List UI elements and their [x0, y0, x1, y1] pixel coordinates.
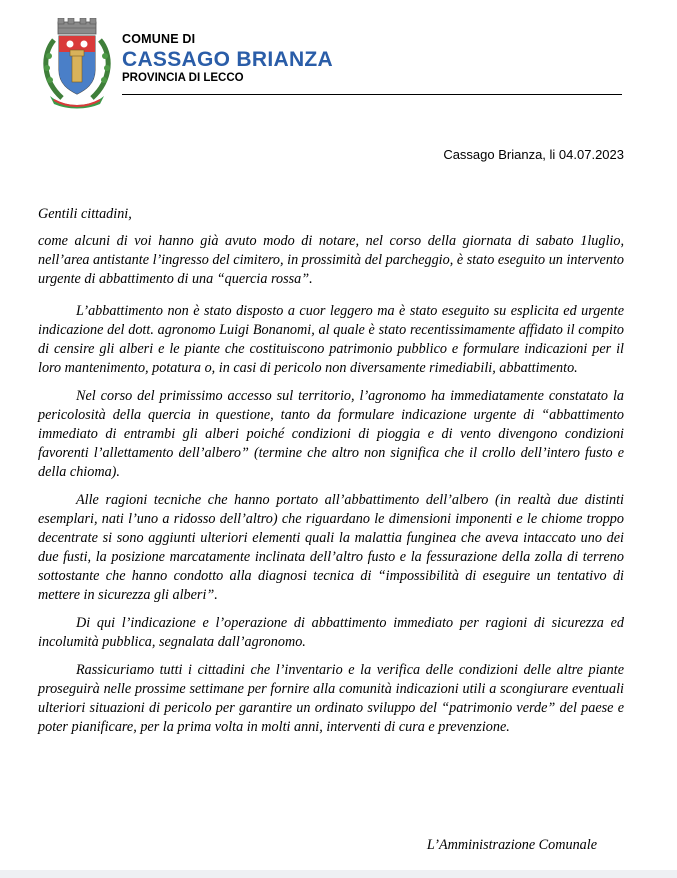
letterhead-divider: [122, 94, 622, 95]
paragraph-6: Rassicuriamo tutti i cittadini che l’inventario e la verifica delle condizioni delle altre piante proseguirà nelle prossime settimane per fornire alla comunità indicazioni utili a scongiurare eventuali ulteriori situazioni di pericolo per garantire un ordinato sviluppo del “patrimonio verde” del paese e poter pianificare, per la prima volta in molti anni, interventi di cura e prevenzione.: [38, 662, 624, 735]
paragraph-2: L’abbattimento non è stato disposto a cuor leggero ma è stato eseguito su esplicita ed urgente indicazione del dott. agronomo Luigi Bonanomi, al quale è stato recentissimamente affidato il compito di censire gli alberi e le piante che costituiscono patrimonio pubblico e formulare indicazioni per il loro mantenimento, potatura o, in casi di pericolo non diversamente rimediabili, abbattimento.: [38, 303, 624, 376]
salutation: Gentili cittadini,: [38, 206, 132, 222]
letterhead: [40, 18, 625, 110]
paragraph-5: Di qui l’indicazione e l’operazione di abbattimento immediato per ragioni di sicurezza ed incolumità pubblica, segnalata dall’agronomo.: [38, 615, 624, 650]
municipal-coat-of-arms-icon: [40, 18, 114, 110]
paragraph-4: Alle ragioni tecniche che hanno portato all’abbattimento dell’albero (in realtà due distinti esemplari, nati l’uno a ridosso dell’altro) che riguardano le dimensioni imponenti e le chiome troppo decentrate si sono aggiunti ulteriori elementi quali la malattia funginea che aveva intaccato uno dei due fusti, la posizione marcatamente inclinata dell’altro fusto e la fessurazione della zolla di terreno sottostante che hanno condotto alla diagnosi tecnica di “impossibilità di eseguire un tentativo di mettere in sicurezza gli alberi”.: [38, 492, 624, 603]
town-name: CASSAGO BRIANZA: [122, 48, 334, 71]
page-bottom-edge: [0, 870, 677, 878]
letter-body: [38, 205, 624, 746]
province-label: PROVINCIA DI LECCO: [122, 72, 244, 84]
letterhead-text: [122, 32, 622, 84]
paragraph-3: Nel corso del primissimo accesso sul territorio, l’agronomo ha immediatamente constatato la pericolosità della quercia in questione, tanto da formulare indicazione urgente di “abbattimento immediato di entrambi gli alberi poiché condizioni di pioggia e di vento divengono condizioni favorenti l’allettamento dell’albero” (termine che altro non significa che il crollo dell’intero fusto e della chioma).: [38, 388, 624, 480]
signature: L’Amministrazione Comunale: [426, 837, 597, 853]
date-place-line: Cassago Brianza, li 04.07.2023: [443, 147, 624, 162]
comune-di-label: COMUNE DI: [122, 32, 196, 46]
paragraph-1: come alcuni di voi hanno già avuto modo di notare, nel corso della giornata di sabato 1luglio, nell’area antistante l’ingresso del cimitero, in prossimità del parcheggio, è stato eseguito un intervento urgente di abbattimento di una “quercia rossa”.: [38, 233, 624, 287]
